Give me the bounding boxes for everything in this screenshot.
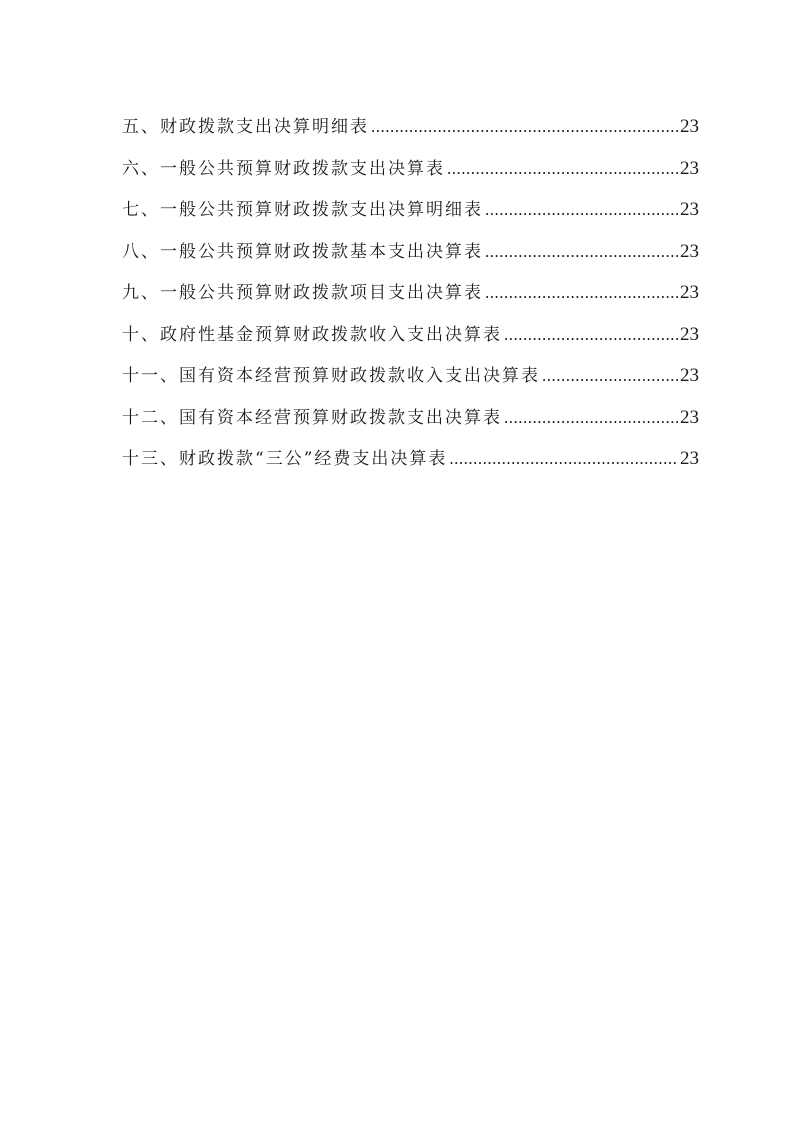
toc-entry-page: 23 (680, 448, 699, 469)
toc-entry[interactable] (122, 397, 699, 439)
toc-entry[interactable] (122, 148, 699, 190)
toc-entry[interactable] (122, 314, 699, 356)
toc-dot-leader (542, 355, 678, 397)
toc-entry-title: 七、一般公共预算财政拨款支出决算明细表 (122, 200, 483, 220)
toc-dot-leader (485, 272, 678, 314)
toc-entry-page: 23 (680, 282, 699, 303)
toc-entry-title: 六、一般公共预算财政拨款支出决算表 (122, 158, 445, 179)
toc-entry-page: 23 (680, 406, 699, 428)
toc-entry[interactable] (122, 438, 699, 480)
toc-dot-leader (371, 106, 678, 148)
toc-dot-leader (447, 148, 678, 190)
toc-entry[interactable] (122, 189, 699, 231)
toc-entry-title: 十三、财政拨款“三公”经费支出决算表 (122, 449, 448, 469)
toc-entry[interactable] (122, 106, 699, 148)
toc-dot-leader (485, 231, 678, 273)
toc-entry[interactable] (122, 272, 699, 314)
toc-dot-leader (485, 189, 678, 231)
toc-entry-page: 23 (680, 199, 699, 220)
toc-entry-page: 23 (680, 365, 699, 386)
toc-dot-leader (449, 438, 678, 480)
toc-entry-title: 八、一般公共预算财政拨款基本支出决算表 (122, 241, 483, 262)
table-of-contents (122, 106, 699, 480)
toc-entry[interactable] (122, 231, 699, 273)
toc-entry-title: 九、一般公共预算财政拨款项目支出决算表 (122, 283, 483, 303)
toc-entry[interactable] (122, 355, 699, 397)
toc-entry-page: 23 (680, 116, 699, 137)
toc-entry-title: 十、政府性基金预算财政拨款收入支出决算表 (122, 324, 502, 345)
toc-entry-title: 十一、国有资本经营预算财政拨款收入支出决算表 (122, 366, 540, 386)
toc-dot-leader (504, 314, 678, 356)
toc-entry-page: 23 (680, 240, 699, 262)
toc-dot-leader (504, 397, 678, 439)
toc-entry-page: 23 (680, 157, 699, 179)
toc-entry-page: 23 (680, 323, 699, 345)
toc-entry-title: 五、财政拨款支出决算明细表 (122, 117, 369, 137)
toc-entry-title: 十二、国有资本经营预算财政拨款支出决算表 (122, 407, 502, 428)
